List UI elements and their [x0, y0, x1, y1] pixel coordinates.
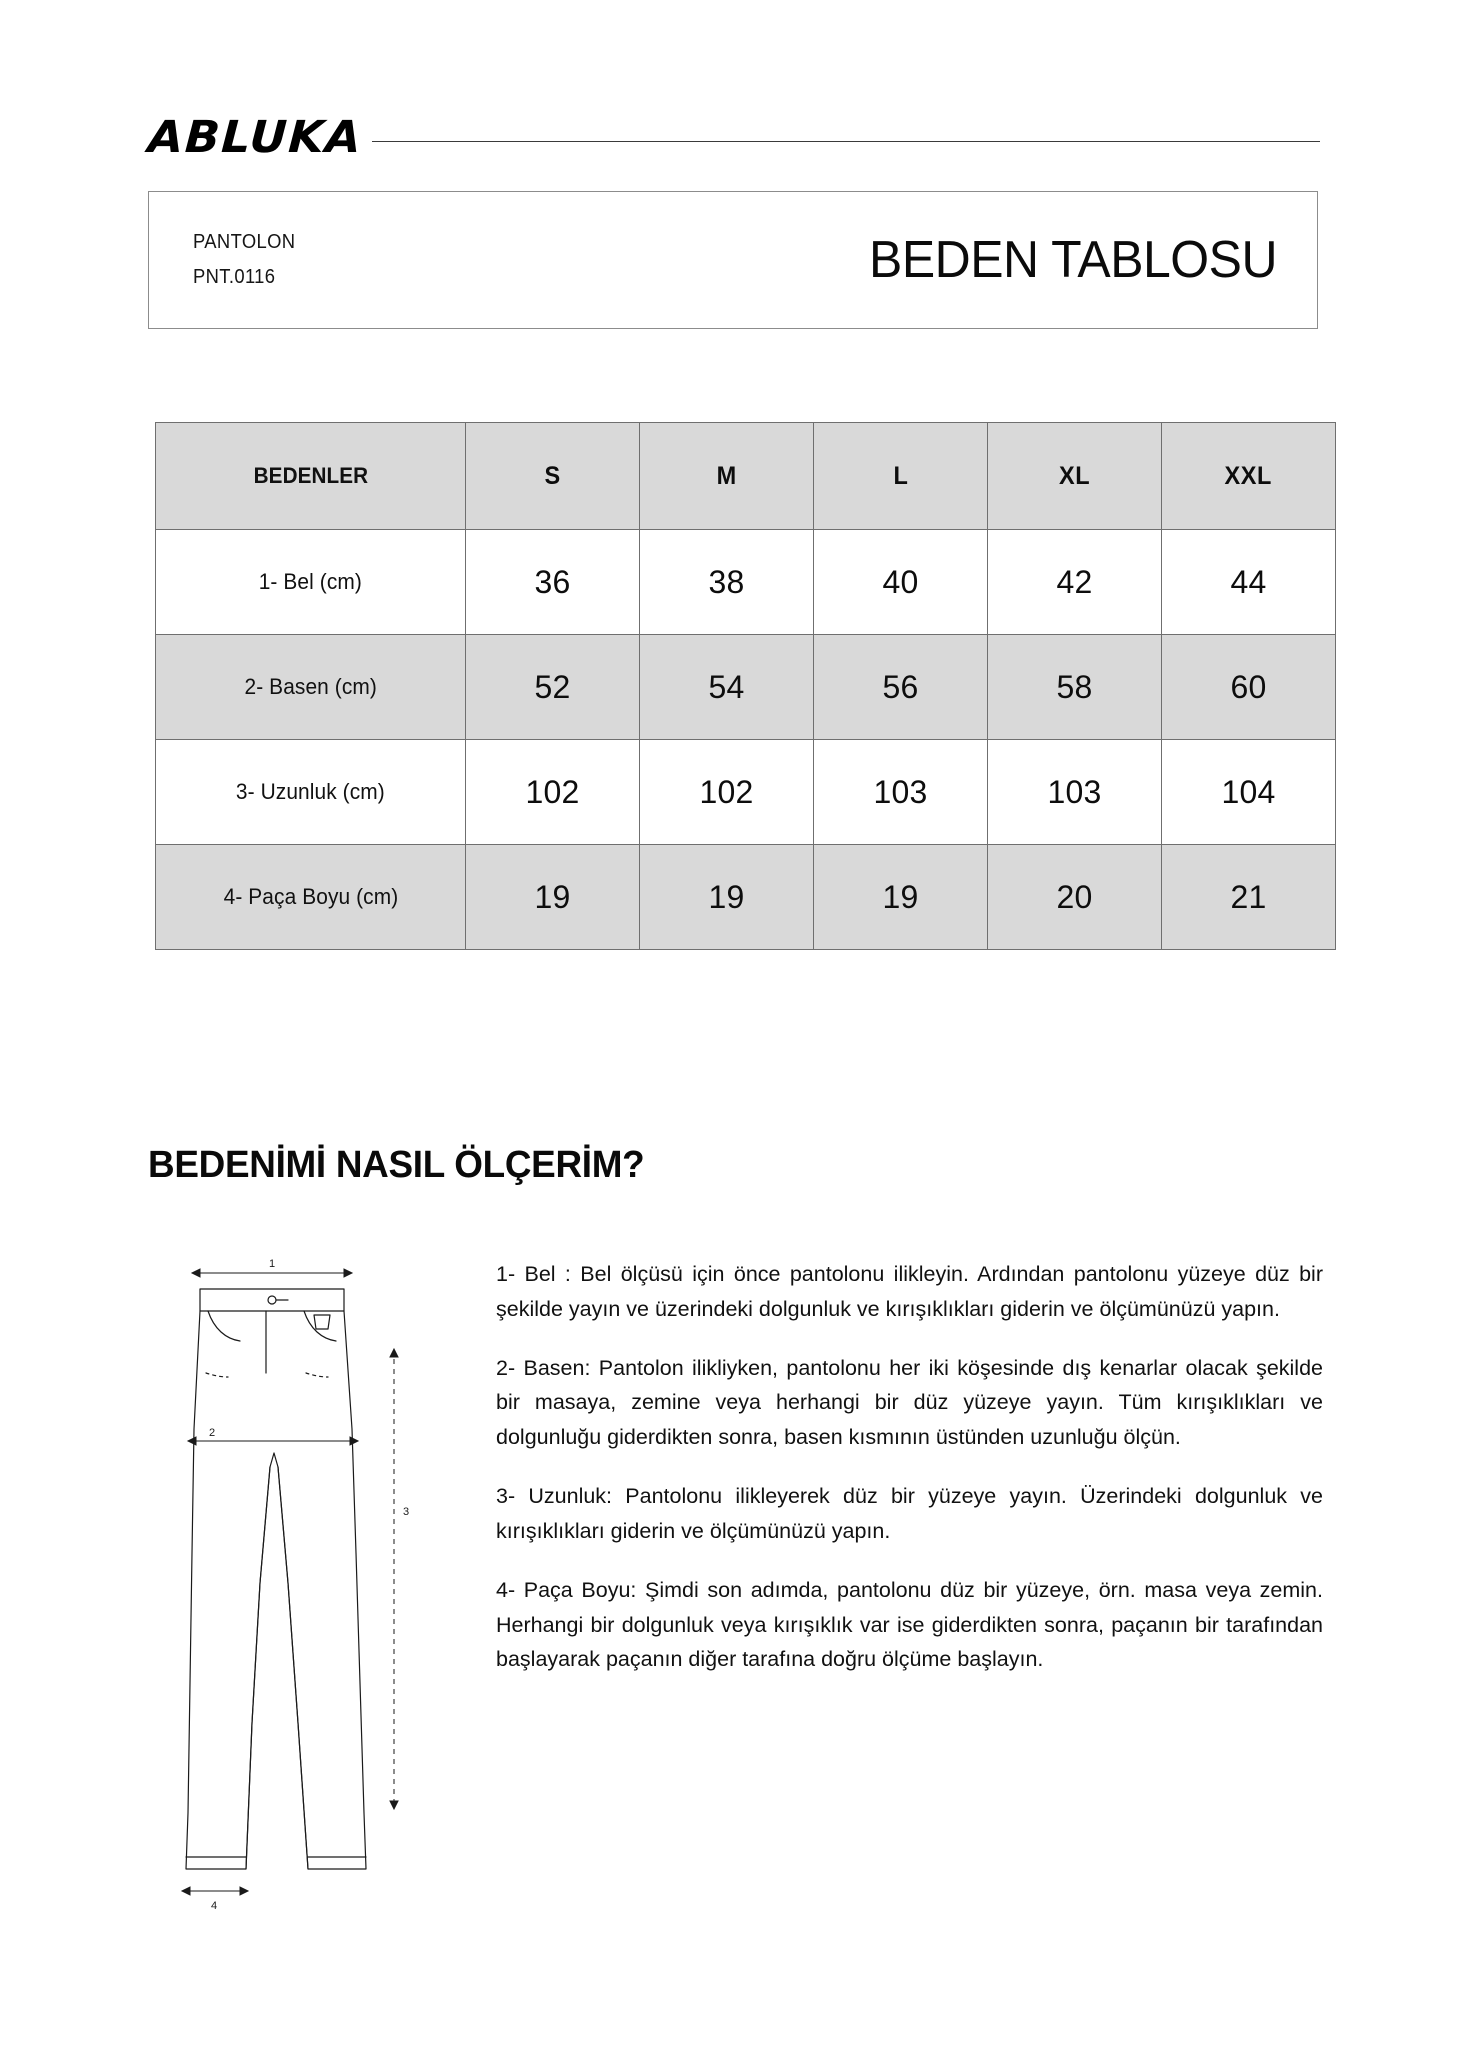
- abluka-logo: ABLUKA: [146, 112, 364, 163]
- product-info: [193, 225, 304, 295]
- cell-bel-xxl: 44: [1162, 530, 1336, 635]
- cell-uzunluk-xxl: 104: [1162, 740, 1336, 845]
- size-table: [155, 422, 1336, 950]
- cell-bel-l: 40: [814, 530, 988, 635]
- cell-bel-s: 36: [466, 530, 640, 635]
- cell-uzunluk-s: 102: [466, 740, 640, 845]
- trousers-diagram: [148, 1245, 478, 1913]
- table-header-row: [156, 423, 1336, 530]
- section-heading: BEDENİMİ NASIL ÖLÇERİM?: [148, 1144, 645, 1186]
- cell-bel-m: 38: [640, 530, 814, 635]
- cell-paca-xl: 20: [988, 845, 1162, 950]
- cell-uzunluk-l: 103: [814, 740, 988, 845]
- instruction-paragraph-bel: 1- Bel : Bel ölçüsü için önce pantolonu ilikleyin. Ardından pantolonu yüzeye düz bir şekilde yayın ve üzerindeki dolgunluk ve kırışıklıkları giderin ve ölçümünüzü yapın.: [496, 1262, 1323, 1321]
- row-label-bel: 1- Bel (cm): [156, 530, 466, 635]
- cell-paca-m: 19: [640, 845, 814, 950]
- cell-basen-m: 54: [640, 635, 814, 740]
- table-row: [156, 530, 1336, 635]
- instruction-text-column: [496, 1245, 1323, 1677]
- column-header-m: M: [640, 423, 814, 530]
- row-label-paca-boyu: 4- Paça Boyu (cm): [156, 845, 466, 950]
- row-label-basen: 2- Basen (cm): [156, 635, 466, 740]
- document-header-box: [148, 191, 1318, 329]
- callout-1-waist: [192, 1269, 352, 1277]
- product-category: PANTOLON: [193, 231, 296, 253]
- column-header-s: S: [466, 423, 640, 530]
- column-header-xl: XL: [988, 423, 1162, 530]
- cell-basen-xl: 58: [988, 635, 1162, 740]
- table-row: [156, 845, 1336, 950]
- how-to-measure-section: [148, 1245, 1323, 1913]
- cell-basen-xxl: 60: [1162, 635, 1336, 740]
- callout-label-2: 2: [208, 1427, 216, 1439]
- callout-label-3: 3: [402, 1506, 410, 1518]
- column-header-xxl: XXL: [1162, 423, 1336, 530]
- cell-uzunluk-xl: 103: [988, 740, 1162, 845]
- trousers-illustration-svg: [148, 1253, 478, 1913]
- table-row: [156, 635, 1336, 740]
- callout-4-hem: [182, 1887, 248, 1895]
- instruction-paragraph-paca: 4- Paça Boyu: Şimdi son adımda, pantolonu düz bir yüzeye, örn. masa veya zemin. Herhangi bir dolgunluk veya kırışıklık var ise giderdikten sonra, paçanın bir tarafından başlayarak paçanın diğer tarafına doğru ölçüme başlayın.: [496, 1577, 1323, 1672]
- table-row: [156, 740, 1336, 845]
- cell-bel-xl: 42: [988, 530, 1162, 635]
- callout-label-4: 4: [210, 1900, 218, 1912]
- column-header-bedenler: BEDENLER: [156, 423, 466, 530]
- header-divider-rule: [372, 141, 1320, 142]
- brand-header: [148, 112, 1320, 164]
- cell-uzunluk-m: 102: [640, 740, 814, 845]
- cell-paca-xxl: 21: [1162, 845, 1336, 950]
- product-code: PNT.0116: [193, 266, 276, 288]
- instruction-paragraph-basen: 2- Basen: Pantolon ilikliyken, pantolonu her iki köşesinde dış kenarlar olacak şekilde bir masaya, zemine veya herhangi bir düz yüzeye yayın. Tüm kırışıklıkları ve dolgunluğu giderdikten sonra, basen kısmının üstünden uzunluğu ölçün.: [496, 1355, 1323, 1450]
- cell-basen-s: 52: [466, 635, 640, 740]
- callout-label-1: 1: [268, 1258, 276, 1270]
- column-header-l: L: [814, 423, 988, 530]
- cell-paca-l: 19: [814, 845, 988, 950]
- page-title: BEDEN TABLOSU: [868, 231, 1277, 289]
- cell-basen-l: 56: [814, 635, 988, 740]
- cell-paca-s: 19: [466, 845, 640, 950]
- callout-3-length: [390, 1349, 398, 1809]
- row-label-uzunluk: 3- Uzunluk (cm): [156, 740, 466, 845]
- instruction-paragraph-uzunluk: 3- Uzunluk: Pantolonu ilikleyerek düz bir yüzeye yayın. Üzerindeki dolgunluk ve kırışıklıkları giderin ve ölçümünüzü yapın.: [496, 1484, 1323, 1543]
